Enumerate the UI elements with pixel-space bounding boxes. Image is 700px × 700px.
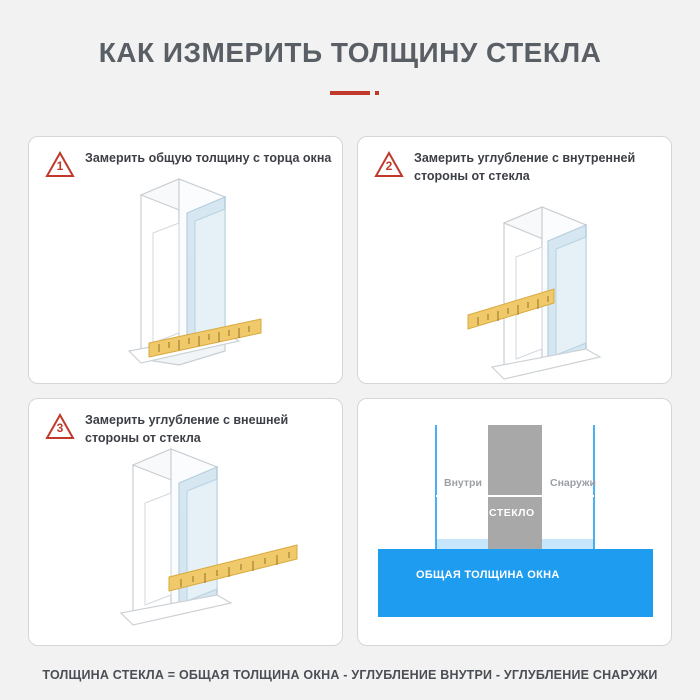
title-divider: [330, 91, 370, 95]
schematic-glass-label: СТЕКЛО: [489, 507, 535, 519]
step-number-3: 3: [56, 421, 64, 435]
step-text-2: Замерить углубление с внутренней стороны от стекла: [414, 151, 636, 184]
page-title: КАК ИЗМЕРИТЬ ТОЛЩИНУ СТЕКЛА: [98, 37, 602, 68]
schematic-inside-label: Внутри: [444, 477, 482, 489]
step-card-1[interactable]: [28, 136, 343, 384]
schematic-card[interactable]: [357, 398, 672, 646]
step-number-1: 1: [56, 159, 64, 173]
schematic-diagram: [358, 399, 672, 646]
schematic-outside-label: Снаружи: [550, 477, 596, 489]
step-badge-3: [45, 413, 75, 440]
step-card-3[interactable]: [28, 398, 343, 646]
steps-grid: [28, 136, 672, 646]
step-text-1: Замерить общую толщину с торца окна: [85, 151, 332, 165]
step-text-3: Замерить углубление с внешней стороны от стекла: [85, 413, 289, 446]
step-badge-1: [45, 151, 75, 178]
window-illustration-1: [29, 137, 343, 384]
step-badge-2: [374, 151, 404, 178]
step-card-2[interactable]: [357, 136, 672, 384]
formula-footer: ТОЛЩИНА СТЕКЛА = ОБЩАЯ ТОЛЩИНА ОКНА - УГЛУБЛЕНИЕ ВНУТРИ - УГЛУБЛЕНИЕ СНАРУЖИ: [42, 668, 658, 682]
step-number-2: 2: [385, 159, 393, 173]
schematic-total-label: ОБЩАЯ ТОЛЩИНА ОКНА: [416, 569, 560, 581]
